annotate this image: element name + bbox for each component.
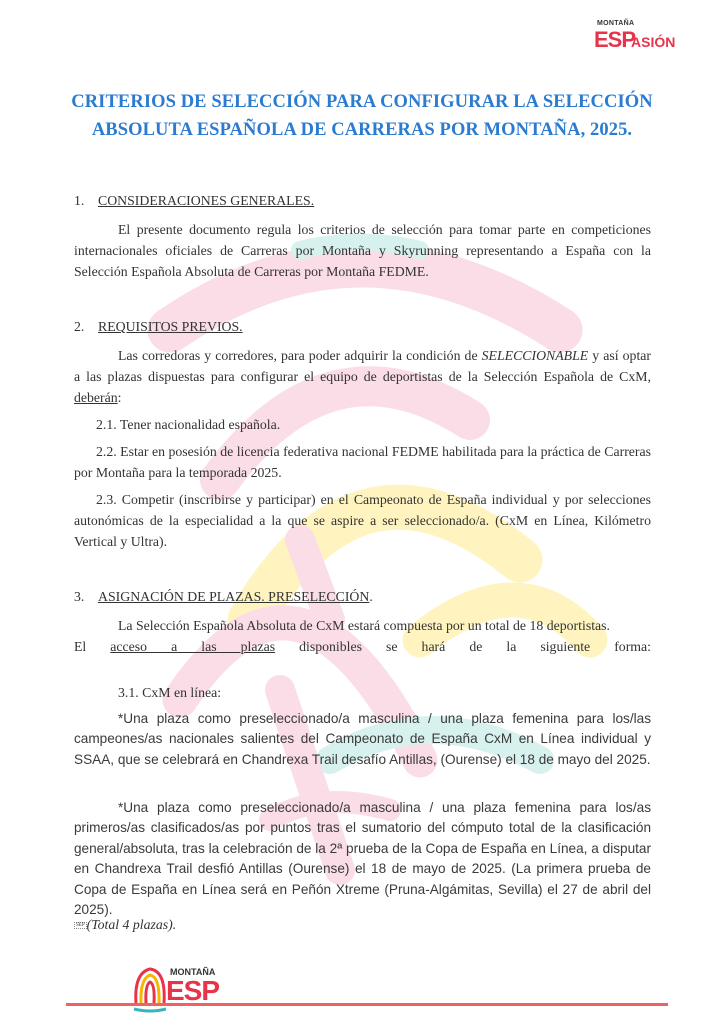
section-2-heading xyxy=(74,317,243,337)
total-plazas xyxy=(74,915,176,936)
emphasis: SELECCIONABLE xyxy=(481,348,589,363)
section-1-paragraph: El presente documento regula los criterios de selección para tomar parte en competiciones internacionales oficiales de Carreras por Montaña y Skyrunning representando a España con la Selección Española Absoluta de Carreras por Montaña FEDME. xyxy=(74,222,651,279)
montana-esp-footer-logo xyxy=(128,963,238,1013)
sep-marker-icon: SEP xyxy=(76,922,85,928)
period: . xyxy=(369,589,373,604)
text: : xyxy=(117,389,122,405)
section-number: 1. xyxy=(74,193,85,208)
logo-suffix-text: ASIÓN xyxy=(631,34,676,50)
title-line-1: CRITERIOS DE SELECCIÓN PARA CONFIGURAR LA SELECCIÓN xyxy=(71,92,653,112)
text: Las corredoras y corredores, para poder adquirir la condición de xyxy=(118,348,482,363)
section-3-heading xyxy=(74,587,373,607)
section-3-intro-line-1: La Selección Española Absoluta de CxM estará compuesta por un total de 18 deportistas. xyxy=(118,618,610,633)
page-title xyxy=(60,88,664,144)
requirement-item: 2.3. Competir (inscribirse y participar) en el Campeonato de España individual y por selecciones autonómicas de la especialidad a la que se aspire a ser seleccionado/a. (CxM en Línea, Kilómetro Vertical y Ultra). xyxy=(74,492,651,549)
section-3-intro-line-2 xyxy=(74,637,651,658)
underlined-text: acceso a las plazas xyxy=(110,639,276,654)
section-title: REQUISITOS PREVIOS. xyxy=(98,319,243,334)
section-title: ASIGNACIÓN DE PLAZAS. PRESELECCIÓN xyxy=(98,589,370,604)
subsection-3-1-heading: 3.1. CxM en línea: xyxy=(118,685,222,700)
logo-small-text: MONTAÑA xyxy=(170,967,216,977)
montana-espasion-logo xyxy=(594,20,704,56)
logo-big-text: ESP xyxy=(166,975,220,1006)
section-2-intro xyxy=(74,346,651,408)
total-text: (Total 4 plazas). xyxy=(86,917,177,932)
requirement-item: 2.1. Tener nacionalidad española. xyxy=(96,417,281,432)
text: y así optar a las plazas dispuestas para configurar el equipo de deportistas de la Selección Española de CxM, xyxy=(74,348,651,384)
requirement-item: 2.2. Estar en posesión de licencia federativa nacional FEDME habilitada para la práctica de Carreras por Montaña para la temporada 2025. xyxy=(74,444,651,480)
text: El xyxy=(74,639,111,654)
underlined-text: deberán xyxy=(74,389,118,405)
logo-small-text: MONTAÑA xyxy=(597,20,635,27)
subsection-paragraph-1: *Una plaza como preseleccionado/a masculina / una plaza femenina para los/las campeones/as nacionales salientes del Campeonato de España CxM en Línea individual y SSAA, que se celebrará en Chandrexa Trail desafío Antillas, (Ourense) el 18 de mayo del 2025. xyxy=(74,711,651,767)
title-line-2: ABSOLUTA ESPAÑOLA DE CARRERAS POR MONTAÑA, 2025. xyxy=(91,120,633,140)
subsection-paragraph-2: *Una plaza como preseleccionado/a masculina / una plaza femenina para los/as primeros/as clasificados/as por puntos tras el sumatorio del cómputo total de la clasificación general/absoluta, tras la celebración de la 2ª prueba de la Copa de España en Línea, a disputar en Chandrexa Trail desfió Antillas (Ourense) el 18 de mayo de 2025. (La primera prueba de Copa de España en Línea será en Peñón Xtreme (Pruna-Algámitas, Sevilla) el 27 de abril del 2025). xyxy=(74,800,651,918)
section-number: 2. xyxy=(74,319,85,334)
section-title: CONSIDERACIONES GENERALES. xyxy=(98,193,315,208)
section-1-heading xyxy=(74,191,314,211)
section-number: 3. xyxy=(74,589,85,604)
logo-big-text: ESP xyxy=(594,27,636,52)
text: disponibles se hará de la siguiente forma: xyxy=(275,639,651,654)
